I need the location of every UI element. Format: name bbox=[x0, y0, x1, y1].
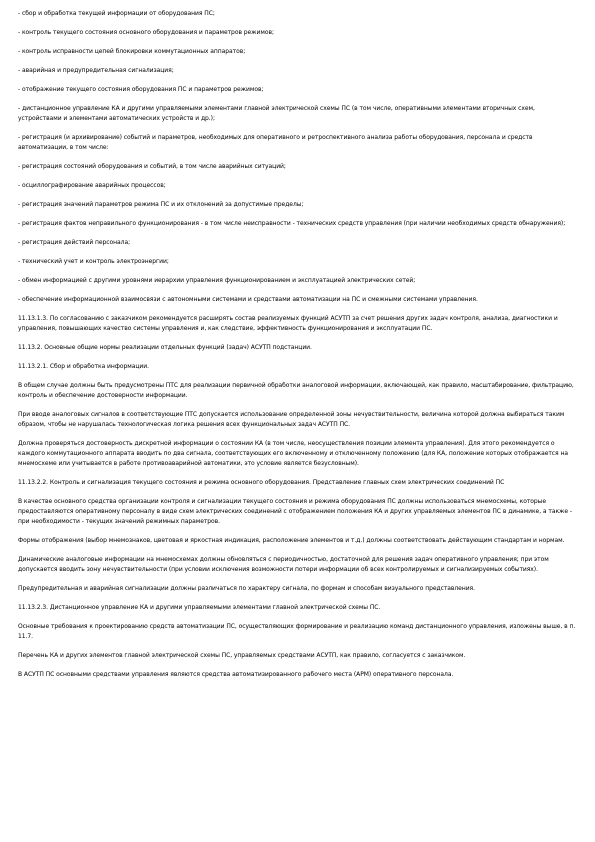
section-heading-11-13-2-1: 11.13.2.1. Сбор и обработка информации. bbox=[18, 363, 149, 370]
list-item-state-recording: - регистрация состояний оборудования и событий, в том числе аварийных ситуаций; bbox=[18, 163, 286, 170]
list-item-information-exchange: - обмен информацией с другими уровнями иерархии управления функционированием и эксплуатацией электрических сетей; bbox=[18, 277, 416, 284]
paragraph-element-list: Перечень КА и других элементов главной электрической схемы ПС, управляемых средствами АСУТП, как правило, согласуется с заказчиком. bbox=[18, 652, 466, 659]
list-item-remote-control: - дистанционное управление КА и другими управляемыми элементами главной электрической схемы ПС (в том числе, оперативными элементами вторичных схем, устройствами и элементами автоматических устройств и др.); bbox=[18, 105, 535, 122]
paragraph-dynamic-update: Динамические аналоговые информации на мнемосхемах должны обновляться с периодичностью, достаточной для решения задач оперативного управления; при этом допускается вводить зону нечувствительности (при условии исключения возможности потери информации об всех контролируемых и сигнализируемых событиях). bbox=[18, 556, 549, 573]
paragraph-design-requirements: Основные требования к проектированию средств автоматизации ПС, осуществляющих формирование и реализацию команд дистанционного управления, изложены выше, в п. 11.7. bbox=[18, 623, 576, 640]
section-heading-11-13-2-2: 11.13.2.2. Контроль и сигнализация текущего состояния и режима основного оборудования. Представление главных схем электрических соединений ПС bbox=[18, 479, 505, 486]
paragraph-mnemonic-schemes: В качестве основного средства организации контроля и сигнализации текущего состояния и режима оборудования ПС должны использоваться мнемосхемы, которые предоставляются оперативному персоналу в виде схем электрических соединений с отображением положения КА и других управляемых элементов ПС в динамике, а также - при необходимости - текущих значений режимных параметров. bbox=[18, 498, 573, 525]
list-item-state-control: - контроль текущего состояния основного оборудования и параметров режимов; bbox=[18, 29, 274, 36]
paragraph-11-13-1-3: 11.13.1.3. По согласованию с заказчиком рекомендуется расширять состав реализуемых функций АСУТП за счет решения других задач контроля, анализа, диагностики и управления, повышающих качество системы управления и, как следствие, эффективность функционирования и эксплуатации ПС. bbox=[18, 315, 558, 332]
list-item-energy-metering: - технический учет и контроль электроэнергии; bbox=[18, 258, 169, 265]
paragraph-primary-processing: В общем случае должны быть предусмотрены ПТС для реализации первичной обработки аналоговой информации, включающей, как правило, масштабирование, фильтрацию, контроль и обеспечение достоверности информации. bbox=[18, 382, 574, 399]
list-item-oscillography: - осциллографирование аварийных процессов; bbox=[18, 182, 166, 189]
paragraph-display-forms: Формы отображения (выбор мнемознаков, цветовая и яркостная индикация, расположение элементов и т.д.) должны соответствовать действующим стандартам и нормам. bbox=[18, 537, 565, 544]
section-heading-11-13-2-3: 11.13.2.3. Дистанционное управление КА и другими управляемыми элементами главной электрической схемы ПС. bbox=[18, 604, 381, 611]
list-item-malfunction-recording: - регистрация фактов неправильного функционирования - в том числе неисправности - технических средств управления (при наличии необходимых средств обнаружения); bbox=[18, 220, 566, 227]
list-item-event-recording: - регистрация (и архивирование) событий и параметров, необходимых для оперативного и ретроспективного анализа работы оборудования, персонала и средств автоматизации, в том числе: bbox=[18, 134, 533, 151]
list-item-alarm-signaling: - аварийная и предупредительная сигнализация; bbox=[18, 67, 174, 74]
list-item-parameter-recording: - регистрация значений параметров режима ПС и их отклонений за допустимые пределы; bbox=[18, 201, 304, 208]
section-heading-11-13-2: 11.13.2. Основные общие нормы реализации отдельных функций (задач) АСУТП подстанции. bbox=[18, 344, 312, 351]
list-item-system-interconnection: - обеспечение информационной взаимосвязи с автономными системами и средствами автоматизации на ПС и смежными системами управления. bbox=[18, 296, 478, 303]
paragraph-discrete-validity: Должна проверяться достоверность дискретной информации о состоянии КА (в том числе, неосуществления позиции элемента управления). Для этого рекомендуется о каждого коммутационного аппарата вводить по два сигнала, соответствующих его включенному и отключенному положению (для КА, положение которых отображается на мнемосхеме или учитывается в работе противоаварийной автоматики, это условие является безусловным). bbox=[18, 440, 568, 467]
paragraph-arm-control: В АСУТП ПС основными средствами управления являются средства автоматизированного рабочего места (АРМ) оперативного персонала. bbox=[18, 671, 454, 678]
list-item-data-collection: - сбор и обработка текущей информации от оборудования ПС; bbox=[18, 10, 215, 17]
list-item-state-display: - отображение текущего состояния оборудования ПС и параметров режимов; bbox=[18, 86, 264, 93]
list-item-personnel-actions: - регистрация действий персонала; bbox=[18, 239, 131, 246]
paragraph-alarm-difference: Предупредительная и аварийная сигнализации должны различаться по характеру сигнала, по формам и способам визуального представления. bbox=[18, 585, 475, 592]
list-item-interlock-control: - контроль исправности цепей блокировки коммутационных аппаратов; bbox=[18, 48, 246, 55]
paragraph-analog-input: При вводе аналоговых сигналов в соответствующие ПТС допускается использование определенной зоны нечувствительности, величина которой должна выбираться таким образом, чтобы не нарушалась технологическая логика решения всех функциональных задач АСУТП ПС. bbox=[18, 411, 565, 428]
document-page bbox=[18, 9, 578, 680]
